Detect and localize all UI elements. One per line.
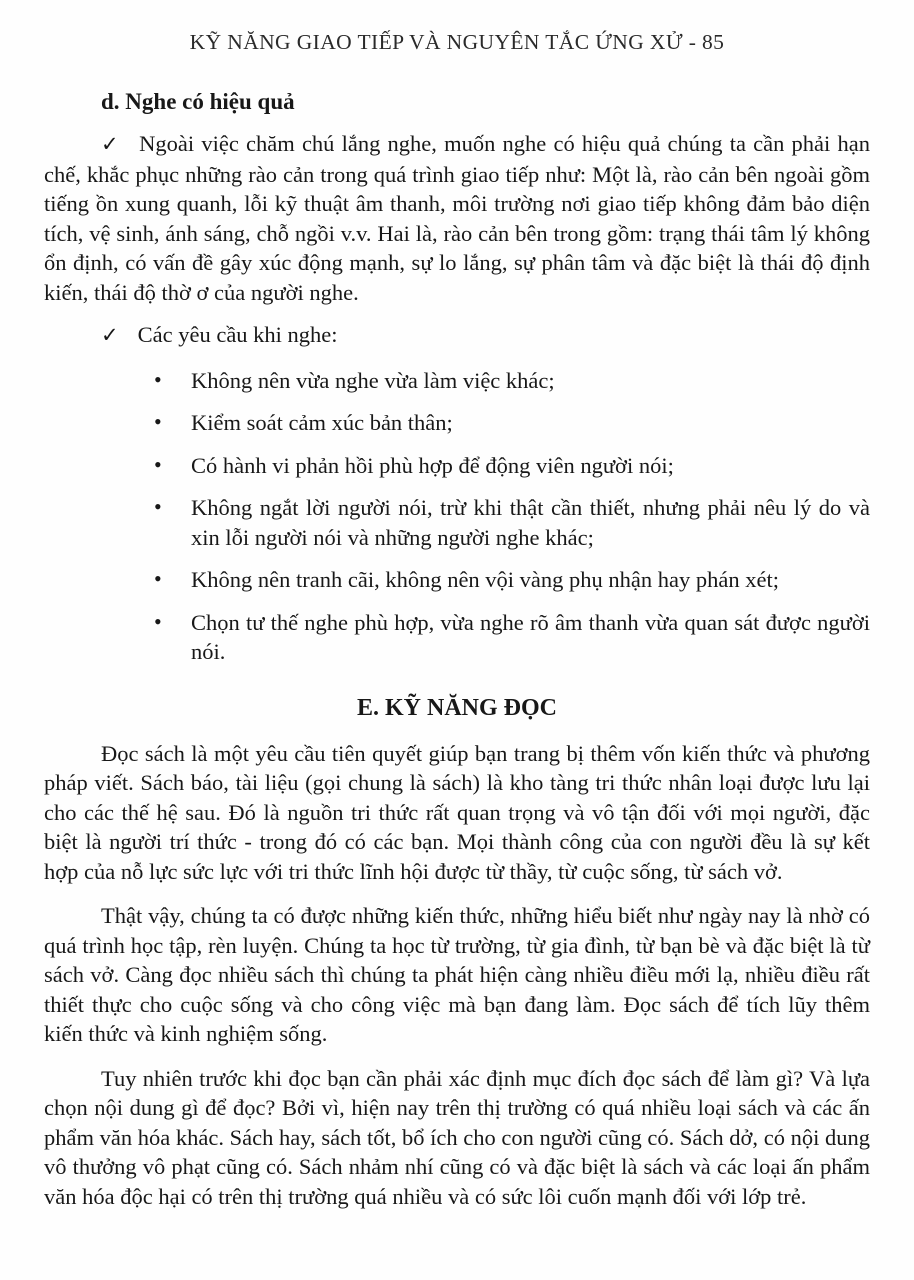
checkmark-icon: ✓ [101,323,119,347]
paragraph-reading-purpose: Tuy nhiên trước khi đọc bạn cần phải xác định mục đích đọc sách để làm gì? Và lựa chọn nội dung gì để đọc? Bởi vì, hiện nay trên thị trường có quá nhiều loại sách và các ấn phẩm văn hóa khác. Sách hay, sách tốt, bổ ích cho con người cũng có. Sách dở, có nội dung vô thưởng vô phạt cũng có. Sách nhảm nhí cũng có và đặc biệt là sách và các loại ấn phẩm văn hóa độc hại có trên thị trường quá nhiều và có sức lôi cuốn mạnh đối với lớp trẻ. [44,1065,870,1209]
label-text: Các yêu cầu khi nghe: [137,322,338,347]
list-item [44,451,870,481]
list-item-text: Không nên vừa nghe vừa làm việc khác; [191,367,555,393]
list-item-text: Không ngắt lời người nói, trừ khi thật cần thiết, nhưng phải nêu lý do và xin lỗi người nói và những người nghe khác; [191,495,870,550]
page-content [44,88,870,1211]
list-item [44,565,870,595]
list-item [44,408,870,438]
listening-requirements-label [44,320,870,351]
list-item [44,493,870,552]
list-item-text: Kiểm soát cảm xúc bản thân; [191,410,453,435]
bullet-icon: • [154,409,162,434]
bullet-icon: • [154,608,162,634]
paragraph-reading-intro: Đọc sách là một yêu cầu tiên quyết giúp bạn trang bị thêm vốn kiến thức và phương pháp viết. Sách báo, tài liệu (gọi chung là sách) là kho tàng tri thức nhân loại được lưu lại cho các thế hệ sau. Đó là nguồn tri thức rất quan trọng và vô tận đối với mọi người, đặc biệt là người trí thức - trong đó có các bạn. Mọi thành công của con người đều là sự kết hợp của nỗ lực sức lực với tri thức lĩnh hội được từ thầy, từ cuộc sống, từ sách vở. [44,740,870,884]
paragraph-text: Ngoài việc chăm chú lắng nghe, muốn nghe có hiệu quả chúng ta cần phải hạn chế, khắc phục những rào cản trong quá trình giao tiếp như: Một là, rào cản bên ngoài gồm tiếng ồn xung quanh, lỗi kỹ thuật âm thanh, môi trường nơi giao tiếp không đảm bảo diện tích, vệ sinh, ánh sáng, chỗ ngồi v.v. Hai là, rào cản bên trong gồm: trạng thái tâm lý không ổn định, có vấn đề gây xúc động mạnh, sự lo lắng, sự phân tâm và đặc biệt là thái độ định kiến, thái độ thờ ơ của người nghe. [44,131,870,305]
list-item-text: Có hành vi phản hồi phù hợp để động viên người nói; [191,452,674,478]
section-d-heading: d. Nghe có hiệu quả [101,89,295,114]
bullet-icon: • [154,366,162,392]
list-item [44,608,870,667]
list-item-text: Chọn tư thế nghe phù hợp, vừa nghe rõ âm thanh vừa quan sát được người nói. [191,609,870,664]
section-e-heading: E. KỸ NĂNG ĐỌC [356,694,557,721]
checkmark-icon: ✓ [101,132,121,156]
page-header-text: KỸ NĂNG GIAO TIẾP VÀ NGUYÊN TẮC ỨNG XỬ - 85 [189,30,725,54]
listening-requirements-list [44,366,870,667]
list-item [44,366,870,396]
bullet-icon: • [154,494,162,519]
paragraph-reading-learning: Thật vậy, chúng ta có được những kiến thức, những hiểu biết như ngày nay là nhờ có quá trình học tập, rèn luyện. Chúng ta học từ trường, từ gia đình, từ bạn bè và đặc biệt là từ sách vở. Càng đọc nhiều sách thì chúng ta phát hiện càng nhiều điều mới lạ, nhiều điều rất thiết thực cho cuộc sống và cho công việc mà bạn đang làm. Đọc sách để tích lũy thêm kiến thức và kinh nghiệm sống. [44,903,870,1046]
bullet-icon: • [154,451,162,477]
paragraph-listening-barriers [44,129,870,307]
page-header [0,0,914,55]
list-item-text: Không nên tranh cãi, không nên vội vàng phụ nhận hay phán xét; [191,567,779,592]
bullet-icon: • [154,566,162,591]
